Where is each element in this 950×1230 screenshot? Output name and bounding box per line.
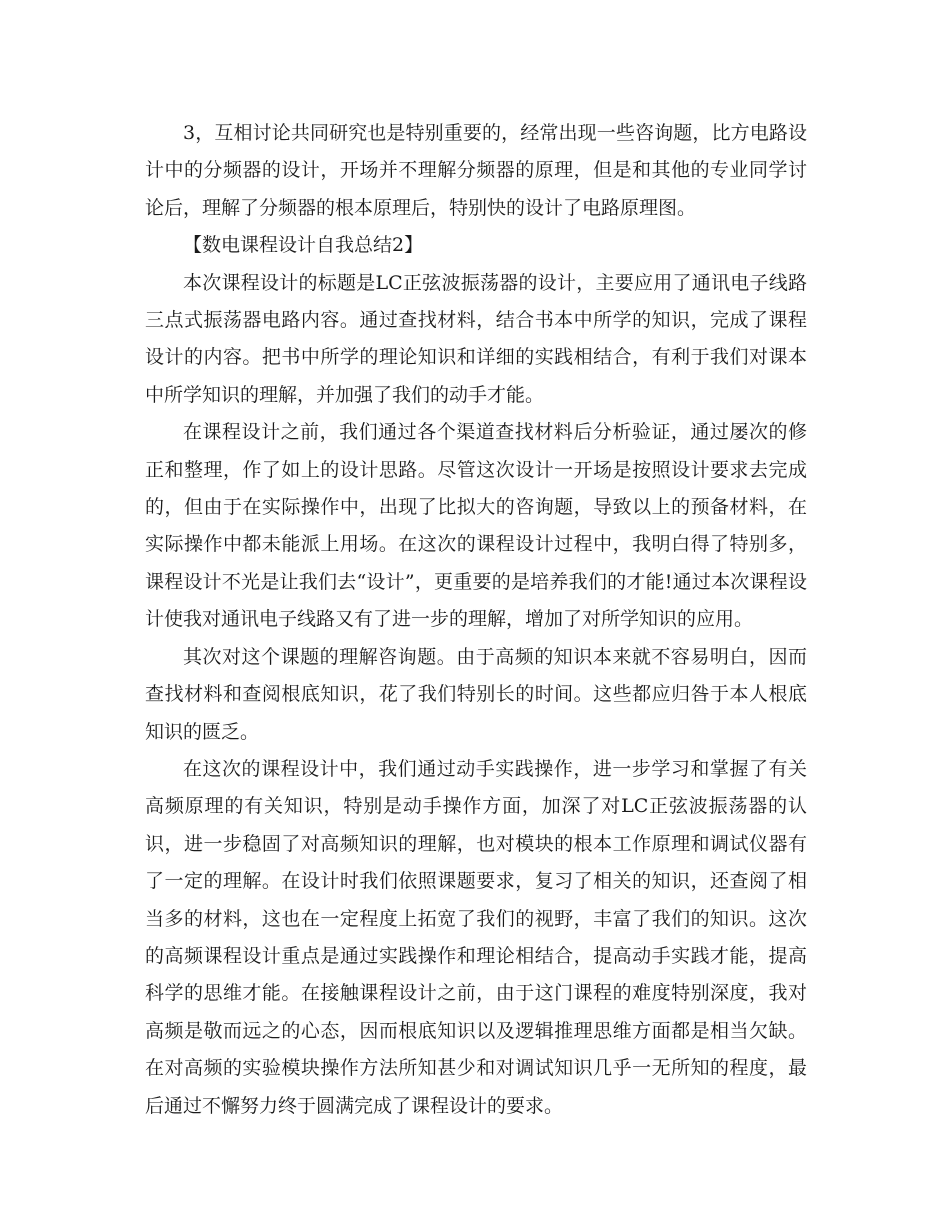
paragraph-1: 3，互相讨论共同研究也是特别重要的，经常出现一些咨询题，比方电路设计中的分频器的设计，开场并不理解分频器的原理，但是和其他的专业同学讨论后，理解了分频器的根本原理后，特别快的设计了电路原理图。	[145, 122, 807, 219]
paragraph-5: 在这次的课程设计中，我们通过动手实践操作，进一步学习和掌握了有关高频原理的有关知识，特别是动手操作方面，加深了对LC正弦波振荡器的认识，进一步稳固了对高频知识的理解，也对模块的根本工作原理和调试仪器有了一定的理解。在设计时我们依照课题要求，复习了相关的知识，还查阅了相当多的材料，这也在一定程度上拓宽了我们的视野，丰富了我们的知识。这次的高频课程设计重点是通过实践操作和理论相结合，提高动手实践才能，提高科学的思维才能。在接触课程设计之前，由于这门课程的难度特别深度，我对高频是敬而远之的心态，因而根底知识以及逻辑推理思维方面都是相当欠缺。在对高频的实验模块操作方法所知甚少和对调试知识几乎一无所知的程度，最后通过不懈努力终于圆满完成了课程设计的要求。	[145, 757, 807, 1117]
document-body	[145, 115, 807, 1125]
paragraph-2: 本次课程设计的标题是LC正弦波振荡器的设计，主要应用了通讯电子线路三点式振荡器电路内容。通过查找材料，结合书本中所学的知识，完成了课程设计的内容。把书中所学的理论知识和详细的实践相结合，有利于我们对课本中所学知识的理解，并加强了我们的动手才能。	[145, 271, 807, 406]
paragraph-4: 其次对这个课题的理解咨询题。由于高频的知识本来就不容易明白，因而查找材料和查阅根底知识，花了我们特别长的时间。这些都应归咎于本人根底知识的匮乏。	[145, 645, 807, 743]
paragraph-3: 在课程设计之前，我们通过各个渠道查找材料后分析验证，通过屡次的修正和整理，作了如上的设计思路。尽管这次设计一开场是按照设计要求去完成的，但由于在实际操作中，出现了比拟大的咨询题，导致以上的预备材料，在实际操作中都未能派上用场。在这次的课程设计过程中，我明白得了特别多，课程设计不光是让我们去“设计”，更重要的是培养我们的才能!通过本次课程设计使我对通讯电子线路又有了进一步的理解，增加了对所学知识的应用。	[145, 421, 807, 631]
section-heading: 【数电课程设计自我总结2】	[183, 234, 424, 257]
